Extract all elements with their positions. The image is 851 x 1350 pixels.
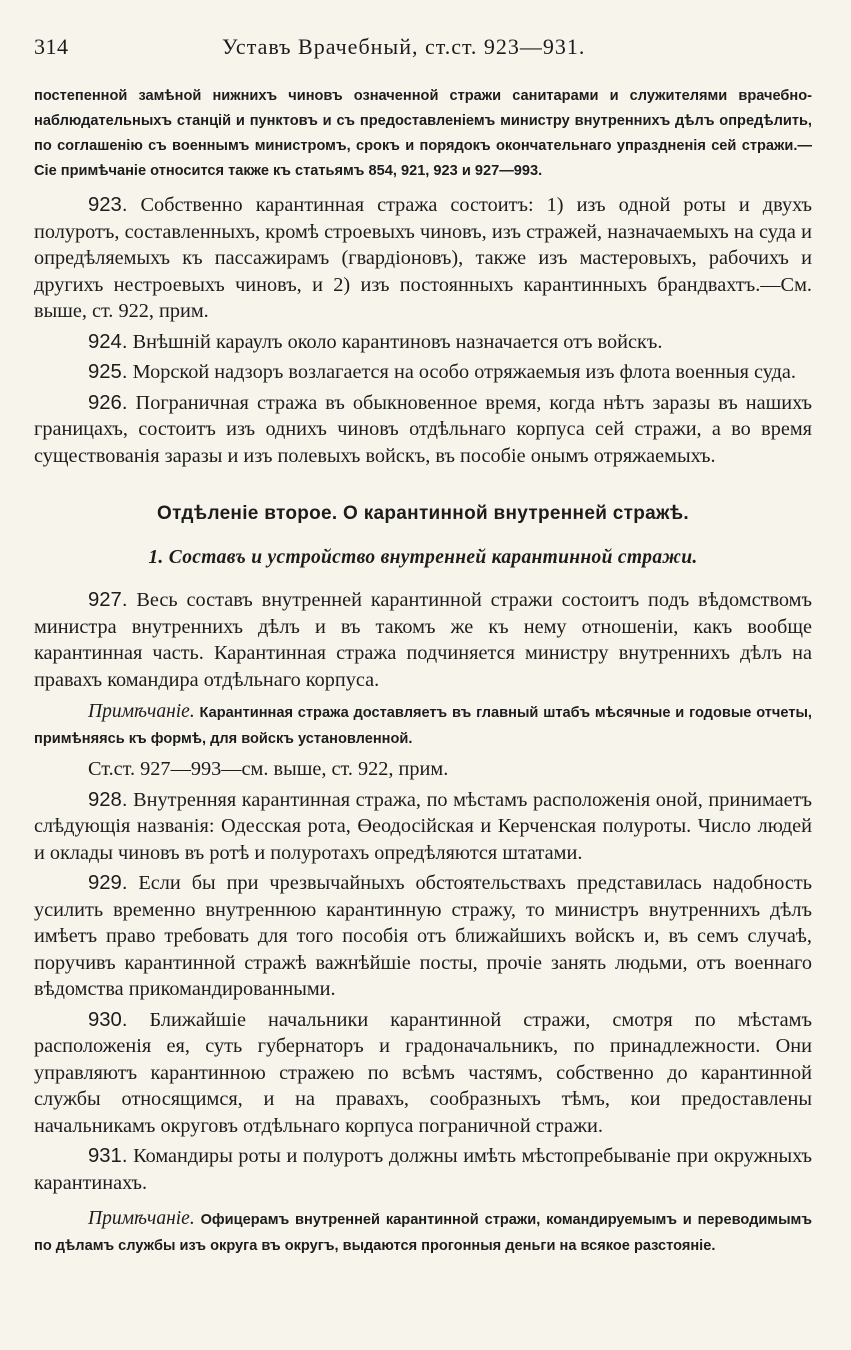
article-text: Внѣшній караулъ около карантиновъ назначается отъ войскъ. (132, 330, 663, 353)
continued-note: постепенной замѣной нижнихъ чиновъ означенной стражи санитарами и служителями врачебно-наблюдательныхъ станцій и пунктовъ и съ предоставленіемъ министру внутреннихъ дѣлъ опредѣлить, по соглашенію съ военнымъ министромъ, срокъ и порядокъ окончательнаго упраздненія сей стражи.—Сіе примѣчаніе относится также къ статьямъ 854, 921, 923 и 927—993. (34, 88, 812, 179)
note-text: Карантинная стража доставляетъ въ главный штабъ мѣсячные и годовые отчеты, примѣняясь къ формѣ, для войскъ установленной. (34, 705, 812, 747)
note-label: Примѣчаніе. (88, 701, 195, 722)
article-number: 930. (88, 1008, 128, 1031)
page-header (34, 34, 812, 70)
page (34, 34, 812, 1263)
section-heading: Отдѣленіе второе. О карантинной внутренней стражѣ. (157, 503, 689, 524)
article-923 (34, 192, 812, 325)
article-text: Морской надзоръ возлагается на особо отряжаемыя изъ флота военныя суда. (132, 361, 796, 383)
page-number: 314 (34, 34, 69, 59)
article-number: 926. (88, 391, 128, 414)
running-title: Уставъ Врачебный, ст.ст. 923—931. (222, 34, 586, 59)
note-931 (34, 1206, 812, 1259)
article-text: Пограничная стража въ обыкновенное время, когда нѣтъ заразы въ нашихъ границахъ, состоитъ изъ однихъ чиновъ отдѣльнаго корпуса сей стражи, а во время существованія заразы и изъ полевыхъ войскъ, въ пособіе онымъ отряжаемыхъ. (34, 391, 812, 467)
article-text: Если бы при чрезвычайныхъ обстоятельствахъ представилась надобность усилить временно внутреннюю карантинную стражу, то министръ внутреннихъ дѣлъ имѣетъ право требовать для того пособія отъ ближайшихъ войскъ и, въ семъ случаѣ, поручивъ карантинной стражѣ важнѣйшіе посты, прочіе занять людьми, отъ военнаго вѣдомства прикомандированными. (34, 872, 812, 1000)
article-928 (34, 787, 812, 867)
article-927 (34, 587, 812, 693)
article-926 (34, 390, 812, 470)
subsection-heading: 1. Составъ и устройство внутренней карантинной стражи. (148, 547, 698, 568)
article-text: Внутренняя карантинная стража, по мѣстамъ расположенія оной, принимаетъ слѣдующія названія: Одесская рота, Өеодосійская и Керченская полуроты. Число людей и оклады чиновъ въ ротѣ и полуротахъ опредѣляются штатами. (34, 788, 812, 864)
article-924 (34, 329, 812, 356)
article-text: Командиры роты и полуротъ должны имѣть мѣстопребываніе при окружныхъ карантинахъ. (34, 1145, 812, 1194)
article-text: Ближайшіе начальники карантинной стражи, смотря по мѣстамъ расположенія ея, суть губернаторъ и градоначальникъ, по принадлежности. Они управляютъ карантинною стражею по всѣмъ частямъ, собственно до карантинной службы относящимся, и на правахъ, сообразныхъ тѣмъ, кои предоставлены начальникамъ округовъ отдѣльнаго корпуса пограничной стражи. (34, 1008, 812, 1137)
article-number: 924. (88, 330, 128, 353)
article-number: 925. (88, 361, 128, 383)
article-number: 928. (88, 788, 128, 811)
cross-reference: Ст.ст. 927—993—см. выше, ст. 922, прим. (88, 758, 449, 780)
article-text: Весь составъ внутренней карантинной стражи состоитъ подъ вѣдомствомъ министра внутреннихъ дѣлъ и въ такомъ же къ нему отношеніи, какъ вообще карантинная часть. Карантинная стража подчиняется министру внутреннихъ дѣлъ на правахъ командира отдѣльнаго корпуса. (34, 589, 812, 691)
note-label: Примѣчаніе. (88, 1208, 195, 1229)
article-number: 931. (88, 1145, 128, 1167)
article-number: 927. (88, 589, 128, 611)
article-930 (34, 1007, 812, 1140)
article-number: 923. (88, 194, 128, 216)
article-text: Собственно карантинная стража состоитъ: 1) изъ одной роты и двухъ полуротъ, составленныхъ, кромѣ строевыхъ чиновъ, изъ стражей, назначаемыхъ на суда и опредѣляемыхъ къ пассажирамъ (гвардіоновъ), также изъ мастеровыхъ, рабочихъ и другихъ нестроевыхъ чиновъ, и 2) изъ постоянныхъ карантинныхъ брандвахтъ.—См. выше, ст. 922, прим. (34, 194, 812, 322)
article-925 (34, 359, 812, 386)
article-number: 929. (88, 872, 128, 894)
article-931 (34, 1143, 812, 1196)
note-text: Офицерамъ внутренней карантинной стражи, командируемымъ и переводимымъ по дѣламъ службы изъ округа въ округъ, выдаются прогонныя деньги на всякое разстояніе. (34, 1212, 812, 1254)
article-929 (34, 870, 812, 1003)
note-927 (34, 699, 812, 752)
